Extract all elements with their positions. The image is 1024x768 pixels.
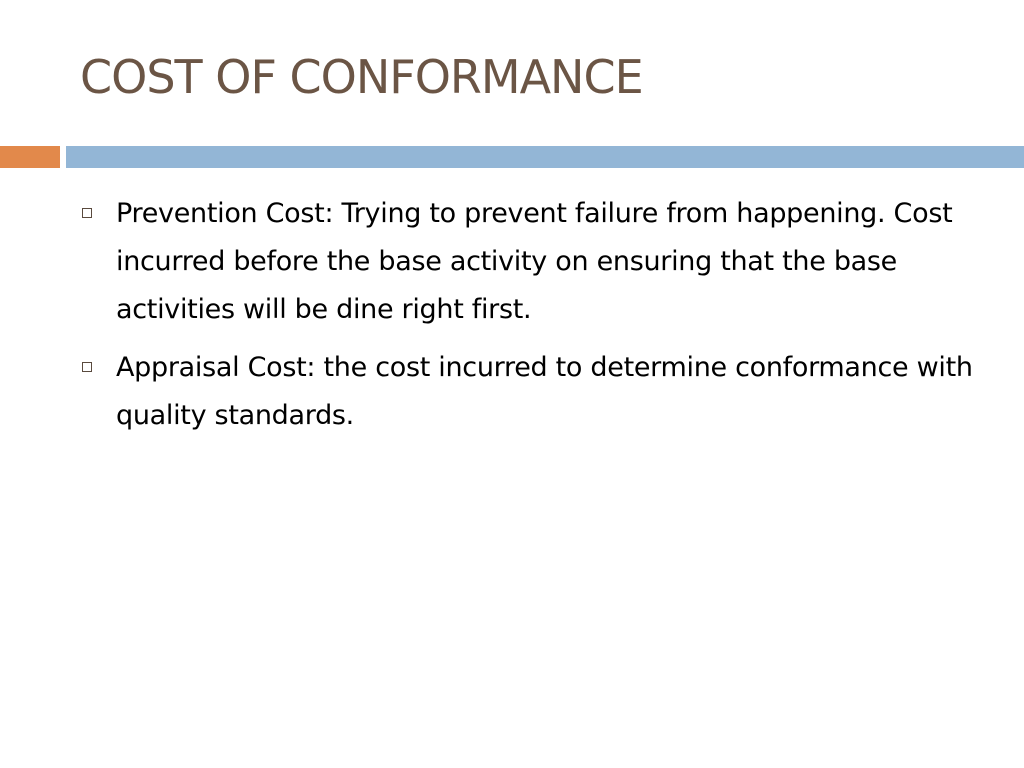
bullet-text: Prevention Cost: Trying to prevent failure from happening. Cost incurred before the base activity on ensuring that the base activities will be dine right first. [116,198,953,325]
bullet-item-prevention-cost [82,190,982,334]
title-divider-bar [66,146,1024,168]
title-accent-bar [0,146,60,168]
slide-title: COST OF CONFORMANCE [80,50,643,104]
bullet-item-appraisal-cost [82,344,982,440]
square-bullet-icon [82,208,92,218]
bullet-list [82,190,982,450]
bullet-text: Appraisal Cost: the cost incurred to determine conformance with quality standards. [116,352,973,431]
square-bullet-icon [82,362,92,372]
